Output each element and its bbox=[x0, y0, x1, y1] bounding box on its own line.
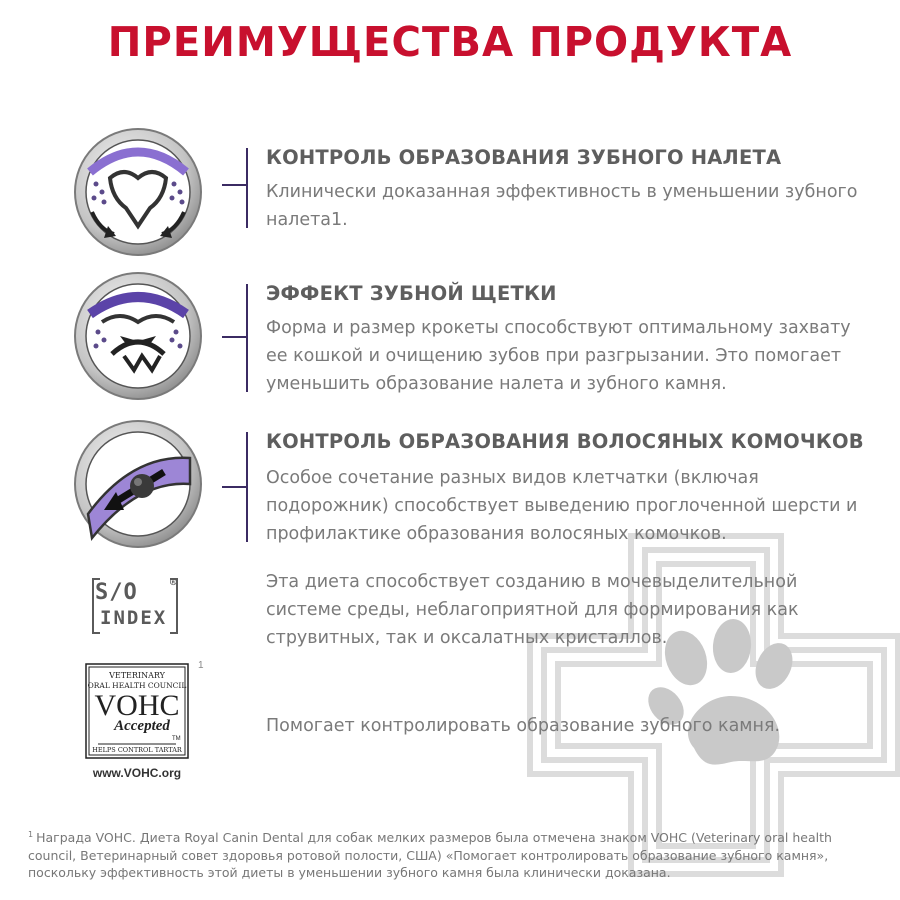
divider-line bbox=[246, 148, 248, 228]
so-index-logo: S/O ® INDEX bbox=[92, 578, 182, 634]
vohc-seal-tm: TM bbox=[172, 736, 181, 742]
vohc-url: www.VOHC.org bbox=[92, 766, 182, 780]
vohc-text: Помогает контролировать образование зубного камня. bbox=[266, 716, 781, 736]
vohc-footnote-mark: 1 bbox=[198, 660, 204, 671]
vohc-seal-logo bbox=[84, 662, 190, 760]
footnote-mark: 1 bbox=[28, 830, 34, 839]
vohc-seal-bottom: HELPS CONTROL TARTAR bbox=[92, 746, 182, 754]
toothbrush-effect-icon bbox=[72, 270, 204, 402]
page-title: ПРЕИМУЩЕСТВА ПРОДУКТА bbox=[107, 18, 793, 66]
plaque-control-icon bbox=[72, 126, 204, 258]
footnote: $^1$ Награда VOHC. Диета Royal Canin Dental для собак мелких размеров была отмечена знаком VOHC (Veterinary oral health council, Ветеринарный совет здоровья ротовой полости, США) «Помогает контролировать образование зубного камня», поскольку эффективность этой диеты в уменьшении зубного камня была клинически доказана. bbox=[28, 830, 832, 880]
divider-line bbox=[246, 284, 248, 392]
vohc-seal-top1: VETERINARY bbox=[109, 671, 165, 680]
divider-tick bbox=[222, 336, 248, 338]
hairball-control-icon bbox=[72, 418, 204, 550]
benefit-heading: ЭФФЕКТ ЗУБНОЙ ЩЕТКИ bbox=[266, 282, 557, 305]
benefit-text: Особое сочетание разных видов клетчатки (включая подорожник) способствует выведению проглоченной шерсти и профилактике образования волосяных комочков. bbox=[266, 468, 858, 544]
vohc-seal-top2: ORAL HEALTH COUNCIL bbox=[87, 681, 187, 690]
benefit-heading: КОНТРОЛЬ ОБРАЗОВАНИЯ ВОЛОСЯНЫХ КОМОЧКОВ bbox=[266, 430, 864, 453]
vohc-seal-main: VOHC bbox=[94, 689, 180, 722]
divider-tick bbox=[222, 486, 248, 488]
divider-tick bbox=[222, 184, 248, 186]
so-index-text: Эта диета способствует созданию в мочевыделительной системе среды, неблагоприятной для формирования как струвитных, так и оксалатных кристаллов. bbox=[266, 572, 799, 648]
benefit-text: Форма и размер крокеты способствуют оптимальному захвату ее кошкой и очищению зубов при разгрызании. Это помогает уменьшить образование налета и зубного камня. bbox=[266, 318, 851, 394]
benefit-heading: КОНТРОЛЬ ОБРАЗОВАНИЯ ЗУБНОГО НАЛЕТА bbox=[266, 146, 782, 169]
benefit-text: Клинически доказанная эффективность в уменьшении зубного налета1. bbox=[266, 182, 858, 230]
vohc-seal-accepted: Accepted bbox=[114, 718, 170, 734]
